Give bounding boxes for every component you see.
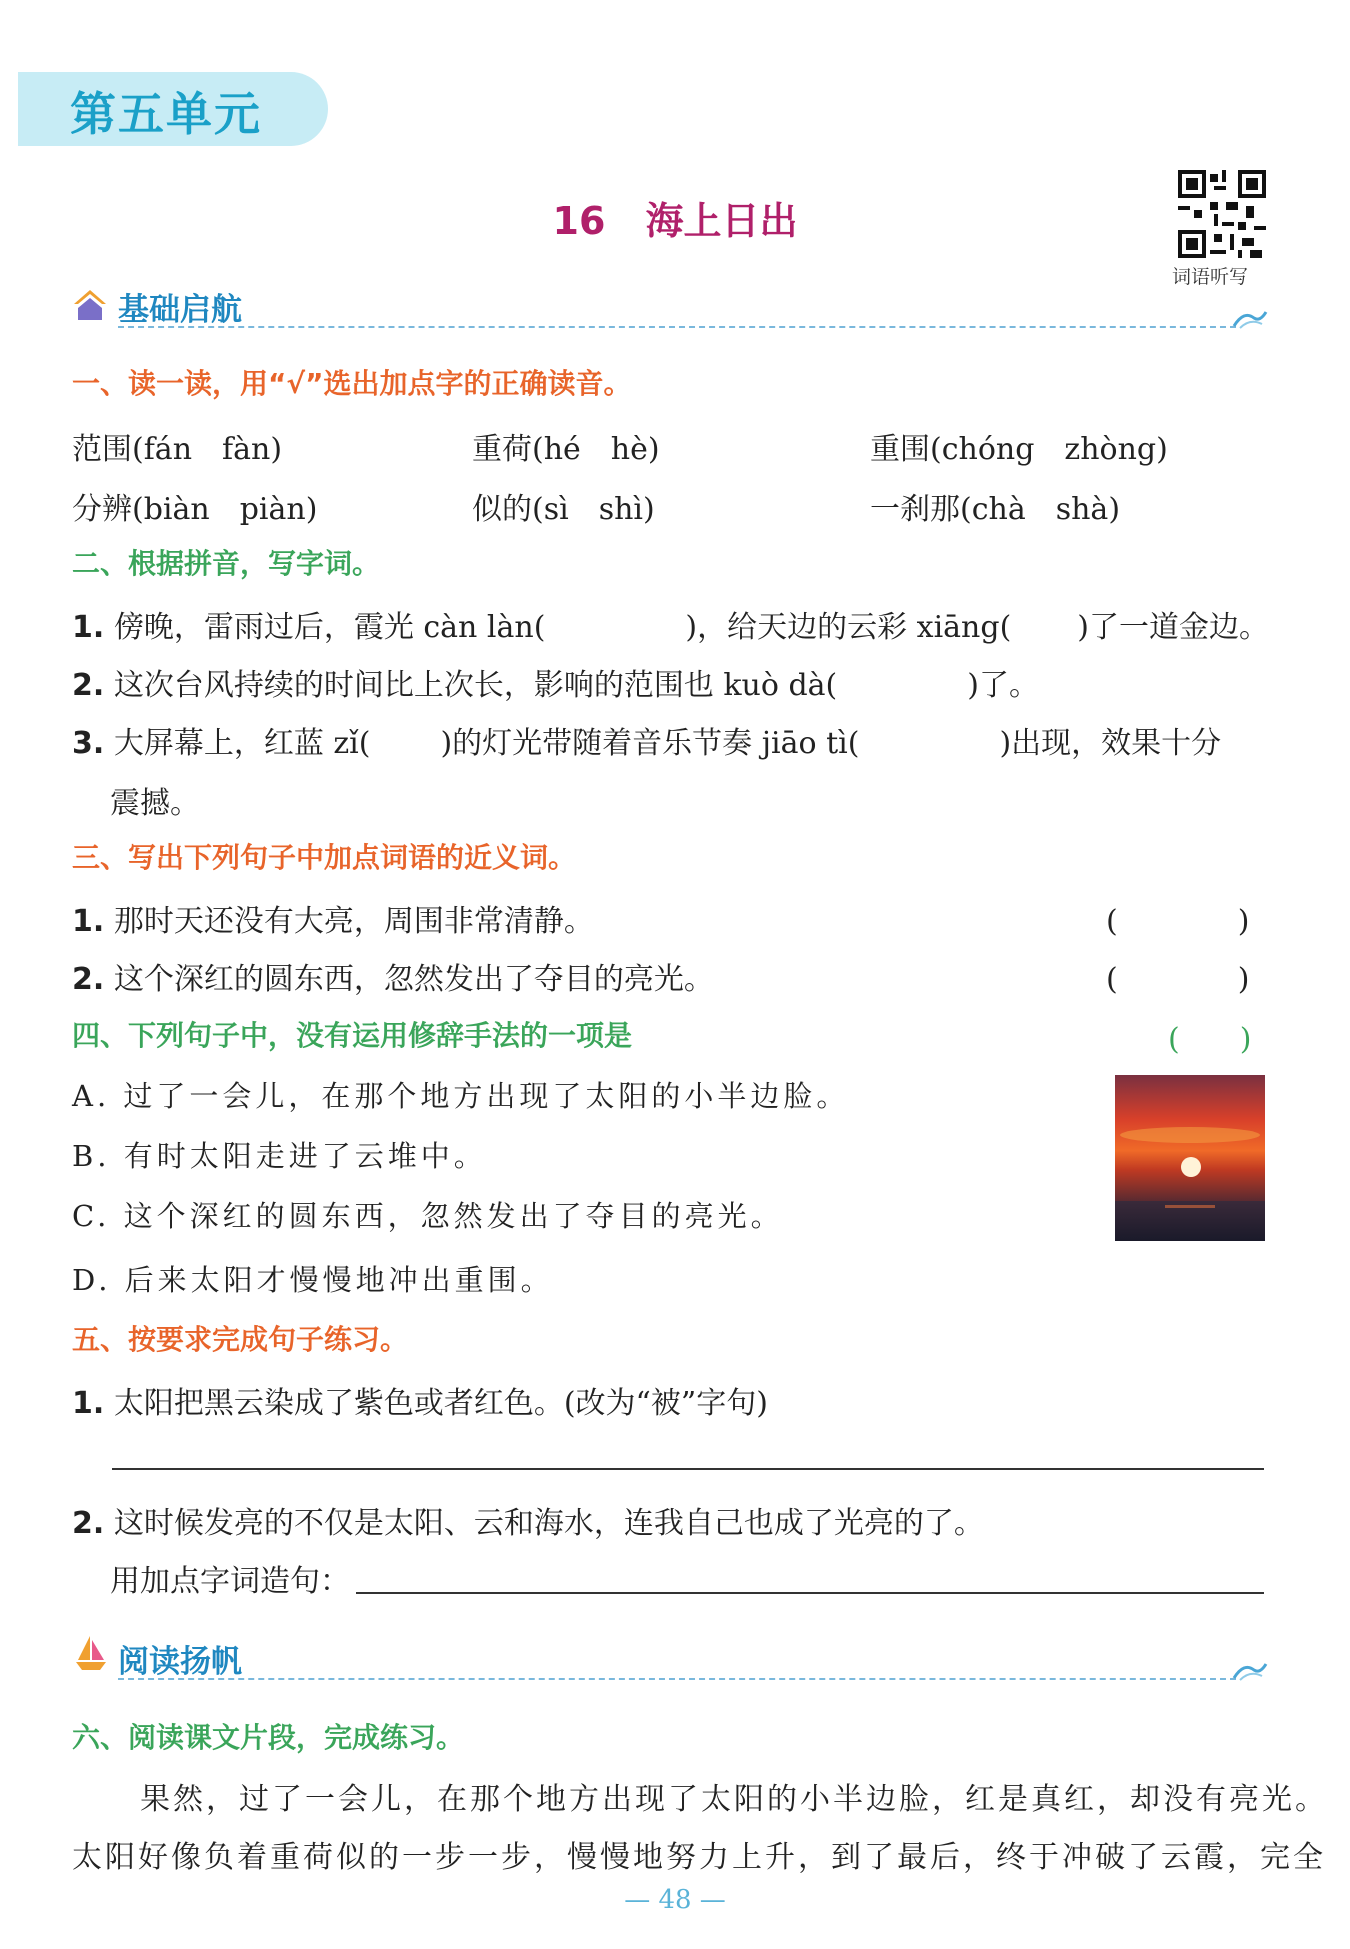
pinyin-item: 分辨(biàn piàn): [72, 492, 318, 527]
rewrite-item: 1. 太阳把黑云染成了紫色或者红色。(改为“被”字句): [72, 1386, 768, 1421]
answer-paren[interactable]: ( ): [1106, 962, 1250, 997]
pinyin-item: 重荷(hé hè): [472, 432, 660, 467]
section-title-basics: 基础启航: [118, 292, 242, 328]
wave-icon: [1232, 306, 1268, 330]
question-3-title: 三、写出下列句子中加点词语的近义词。: [72, 841, 577, 874]
qr-label: 词语听写: [1172, 266, 1249, 288]
reading-paragraph: 太阳好像负着重荷似的一步一步，慢慢地努力上升，到了最后，终于冲破了云霞，完全: [72, 1840, 1326, 1875]
page-number: — 48 —: [624, 1885, 726, 1915]
synonym-item: 2. 这个深红的圆东西，忽然发出了夺目的亮光。: [72, 962, 714, 997]
make-sentence-label: 用加点字词造句：: [110, 1564, 350, 1599]
lesson-title: [0, 190, 1350, 245]
lesson-name: 海上日出: [645, 199, 798, 243]
house-icon: [72, 288, 108, 322]
section-divider: [118, 326, 1236, 328]
fill-item: 2. 这次台风持续的时间比上次长，影响的范围也 kuò dà( )了。: [72, 668, 1039, 703]
answer-line[interactable]: [356, 1592, 1264, 1594]
sailboat-icon: [74, 1634, 108, 1672]
question-5-title: 五、按要求完成句子练习。: [72, 1323, 409, 1356]
sunrise-photo: [1115, 1075, 1265, 1241]
section-title-reading: 阅读扬帆: [118, 1644, 242, 1680]
synonym-item: 1. 那时天还没有大亮，周围非常清静。: [72, 904, 594, 939]
option-b[interactable]: B. 有时太阳走进了云堆中。: [72, 1139, 487, 1173]
option-d[interactable]: D. 后来太阳才慢慢地冲出重围。: [72, 1263, 554, 1297]
question-1-title: 一、读一读，用“√”选出加点字的正确读音。: [72, 367, 632, 400]
fill-item: 1. 傍晚，雷雨过后，霞光 càn làn( )，给天边的云彩 xiāng( )了一道金边。: [72, 610, 1270, 645]
answer-paren[interactable]: ( ): [1168, 1022, 1252, 1057]
rewrite-item: 2. 这时候发亮的不仅是太阳、云和海水，连我自己也成了光亮的了。: [72, 1506, 984, 1541]
qr-code-icon[interactable]: [1178, 170, 1266, 258]
pinyin-item: 一刹那(chà shà): [870, 492, 1121, 527]
wave-icon: [1232, 1658, 1268, 1682]
section-divider: [118, 1678, 1236, 1680]
reading-paragraph: 果然，过了一会儿，在那个地方出现了太阳的小半边脸，红是真红，却没有亮光。: [140, 1782, 1328, 1817]
lesson-number: 16: [552, 199, 606, 243]
unit-title: 第五单元: [70, 87, 262, 141]
pinyin-item: 似的(sì shì): [472, 492, 655, 527]
question-6-title: 六、阅读课文片段，完成练习。: [72, 1721, 465, 1754]
question-4-title: 四、下列句子中，没有运用修辞手法的一项是: [72, 1019, 633, 1052]
fill-item: 3. 大屏幕上，红蓝 zǐ( )的灯光带随着音乐节奏 jiāo tì( )出现，效果十分: [72, 726, 1222, 761]
option-a[interactable]: A. 过了一会儿，在那个地方出现了太阳的小半边脸。: [72, 1079, 850, 1113]
pinyin-item: 重围(chóng zhòng): [870, 432, 1168, 467]
question-2-title: 二、根据拼音，写字词。: [72, 547, 381, 580]
option-c[interactable]: C. 这个深红的圆东西，忽然发出了夺目的亮光。: [72, 1199, 784, 1233]
answer-paren[interactable]: ( ): [1106, 904, 1250, 939]
fill-item-continued: 震撼。: [110, 786, 200, 821]
pinyin-item: 范围(fán fàn): [72, 432, 283, 467]
answer-line[interactable]: [112, 1468, 1264, 1470]
